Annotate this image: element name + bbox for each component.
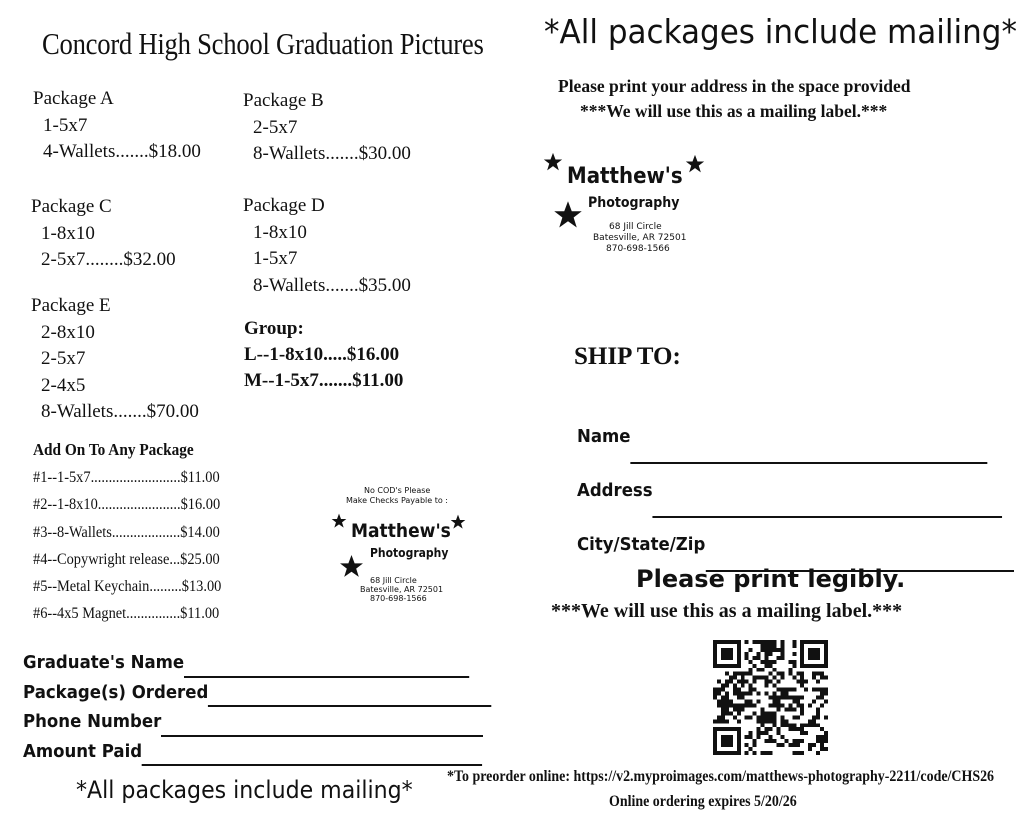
field-label: Amount Paid xyxy=(23,740,143,762)
package-line: 8-Wallets.......$70.00 xyxy=(41,401,199,422)
star-icon xyxy=(450,514,466,530)
logo-subtitle: Photography xyxy=(370,546,449,560)
graduate-name-field[interactable] xyxy=(23,648,492,678)
logo-address: Batesville, AR 72501 xyxy=(360,585,444,594)
field-label: Name xyxy=(577,426,631,447)
package-line: 2-5x7 xyxy=(41,348,86,369)
package-line: 1-8x10 xyxy=(41,222,95,244)
package-a xyxy=(33,86,201,166)
studio-logo-small xyxy=(326,486,476,611)
address-field[interactable] xyxy=(577,464,1014,518)
logo-address: Batesville, AR 72501 xyxy=(593,233,687,243)
addons-list xyxy=(33,464,221,628)
addon-item: #6--4x5 Magnet...............$11.00 xyxy=(33,605,220,623)
mailing-note-left: *All packages include mailing* xyxy=(76,776,413,804)
addon-item: #5--Metal Keychain.........$13.00 xyxy=(33,578,222,596)
logo-name: Matthew's xyxy=(351,520,451,542)
star-icon xyxy=(553,200,583,230)
group-pricing xyxy=(244,316,403,394)
qr-code[interactable] xyxy=(713,640,828,755)
field-label: Graduate's Name xyxy=(23,652,185,673)
package-d xyxy=(243,193,411,299)
ordering-expiry: Online ordering expires 5/20/26 xyxy=(609,793,797,810)
phone-number-field[interactable] xyxy=(23,707,492,737)
package-name: Package B xyxy=(243,90,324,111)
mailing-note-top: *All packages include mailing* xyxy=(544,12,1017,51)
group-line: L--1-8x10.....$16.00 xyxy=(244,344,400,365)
package-line: 1-8x10 xyxy=(253,221,307,243)
mailing-label-note: ***We will use this as a mailing label.*** xyxy=(580,101,888,121)
amount-paid-field[interactable] xyxy=(23,737,492,767)
ship-to-form xyxy=(577,410,1014,572)
star-icon xyxy=(543,152,563,172)
preorder-link[interactable]: *To preorder online: https://v2.myproimages.com/matthews-photography-2211/code/CHS26 xyxy=(447,768,995,785)
addon-item: #3--8-Wallets...................$14.00 xyxy=(33,523,220,541)
logo-note: Make Checks Payable to : xyxy=(346,496,448,505)
package-line: 2-8x10 xyxy=(41,321,95,343)
package-name: Package D xyxy=(243,195,325,216)
logo-address: 68 Jill Circle xyxy=(609,222,662,232)
addon-item: #1--1-5x7.........................$11.00 xyxy=(33,469,220,486)
package-name: Package A xyxy=(33,88,114,109)
package-c xyxy=(31,194,176,274)
field-label: Package(s) Ordered xyxy=(23,681,209,703)
city-state-zip-field[interactable] xyxy=(577,518,1014,572)
print-legibly: Please print legibly. xyxy=(636,565,906,593)
package-line: 8-Wallets.......$35.00 xyxy=(253,274,411,296)
addons-title: Add On To Any Package xyxy=(33,440,194,459)
package-line: 4-Wallets.......$18.00 xyxy=(43,141,201,162)
logo-address: 68 Jill Circle xyxy=(370,576,417,585)
package-line: 2-4x5 xyxy=(41,374,86,396)
package-line: 8-Wallets.......$30.00 xyxy=(253,143,411,164)
ship-to-heading: SHIP TO: xyxy=(574,343,681,370)
logo-note: No COD's Please xyxy=(364,486,431,495)
group-title: Group: xyxy=(244,318,304,339)
addon-item: #4--Copywright release...$25.00 xyxy=(33,550,220,568)
star-icon xyxy=(331,513,347,529)
package-line: 2-5x7 xyxy=(253,116,298,138)
package-line: 1-5x7 xyxy=(253,248,298,269)
mailing-label-note: ***We will use this as a mailing label.*** xyxy=(551,600,903,622)
star-icon xyxy=(685,154,705,174)
logo-subtitle: Photography xyxy=(588,195,680,211)
field-label: Address xyxy=(577,480,653,501)
logo-name: Matthew's xyxy=(567,164,683,189)
field-label: City/State/Zip xyxy=(577,534,706,555)
package-name: Package C xyxy=(31,196,112,217)
order-form xyxy=(23,648,492,766)
logo-phone: 870-698-1566 xyxy=(606,244,670,254)
package-e xyxy=(31,293,199,426)
logo-phone: 870-698-1566 xyxy=(370,594,427,603)
packages-ordered-field[interactable] xyxy=(23,678,492,708)
name-field[interactable] xyxy=(577,410,1014,464)
package-line: 2-5x7........$32.00 xyxy=(41,249,176,270)
star-icon xyxy=(339,554,364,579)
address-instruction: Please print your address in the space provided xyxy=(558,76,911,96)
addon-item: #2--1-8x10.......................$16.00 xyxy=(33,496,221,514)
field-label: Phone Number xyxy=(23,711,162,732)
package-line: 1-5x7 xyxy=(43,114,88,136)
studio-logo xyxy=(541,148,711,263)
page-title: Concord High School Graduation Pictures xyxy=(42,26,484,61)
package-b xyxy=(243,88,411,168)
package-name: Package E xyxy=(31,295,111,316)
group-line: M--1-5x7.......$11.00 xyxy=(244,370,404,391)
